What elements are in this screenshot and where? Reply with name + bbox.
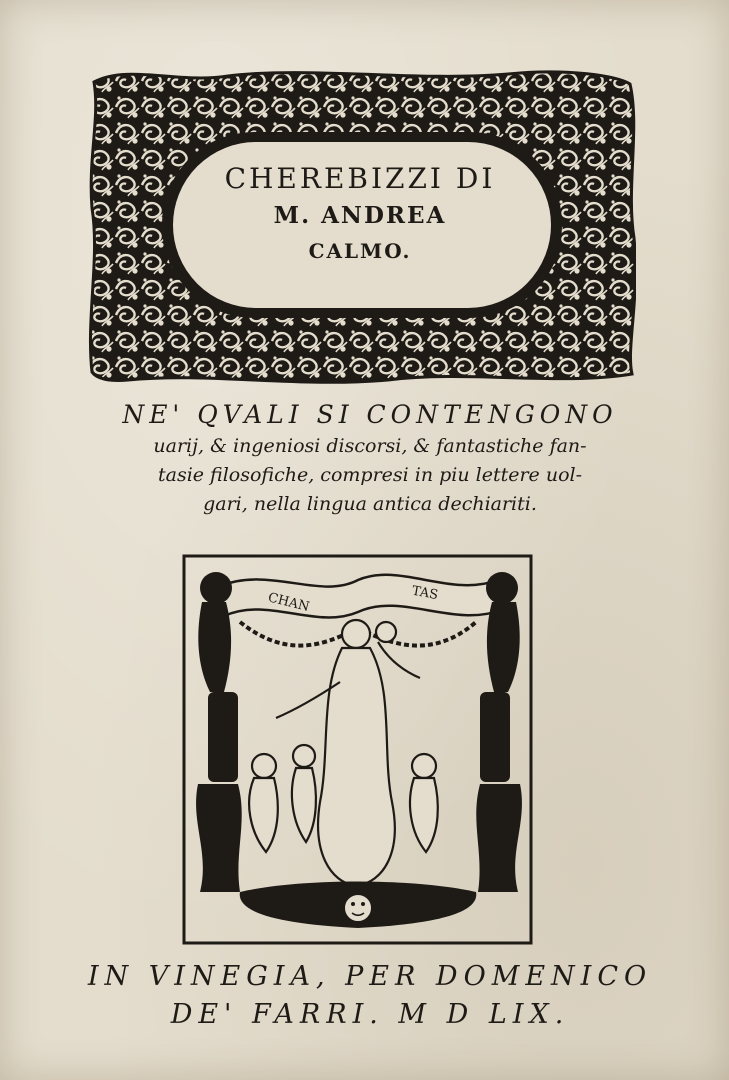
subtitle-line: uarij, & ingeniosi discorsi, & fantastiche fan- (153, 435, 587, 457)
imprint-line-2: DE' FARRI. M D LIX. (170, 999, 570, 1030)
subtitle-line: gari, nella lingua antica dechiariti. (203, 493, 537, 515)
subtitle-line: tasie filosofiche, compresi in piu lettere uol- (157, 464, 583, 486)
imprint (60, 958, 680, 1034)
imprint-line-1: IN VINEGIA, PER DOMENICO (87, 961, 653, 992)
printers-device (180, 552, 535, 947)
title-cartouche (88, 68, 636, 384)
subtitle-head: NE' QVALI SI CONTENGONO (122, 400, 618, 429)
title-line-1: CHEREBIZZI DI (224, 162, 496, 195)
title-line-3: CALMO. (308, 239, 412, 263)
banner-text-right: TAS (410, 583, 440, 604)
title-block (180, 160, 540, 268)
banner-text-left: CHAN (266, 590, 311, 616)
woodcut-device-icon (180, 552, 535, 947)
title-line-2: M. ANDREA (273, 202, 447, 229)
subtitle (90, 398, 650, 519)
